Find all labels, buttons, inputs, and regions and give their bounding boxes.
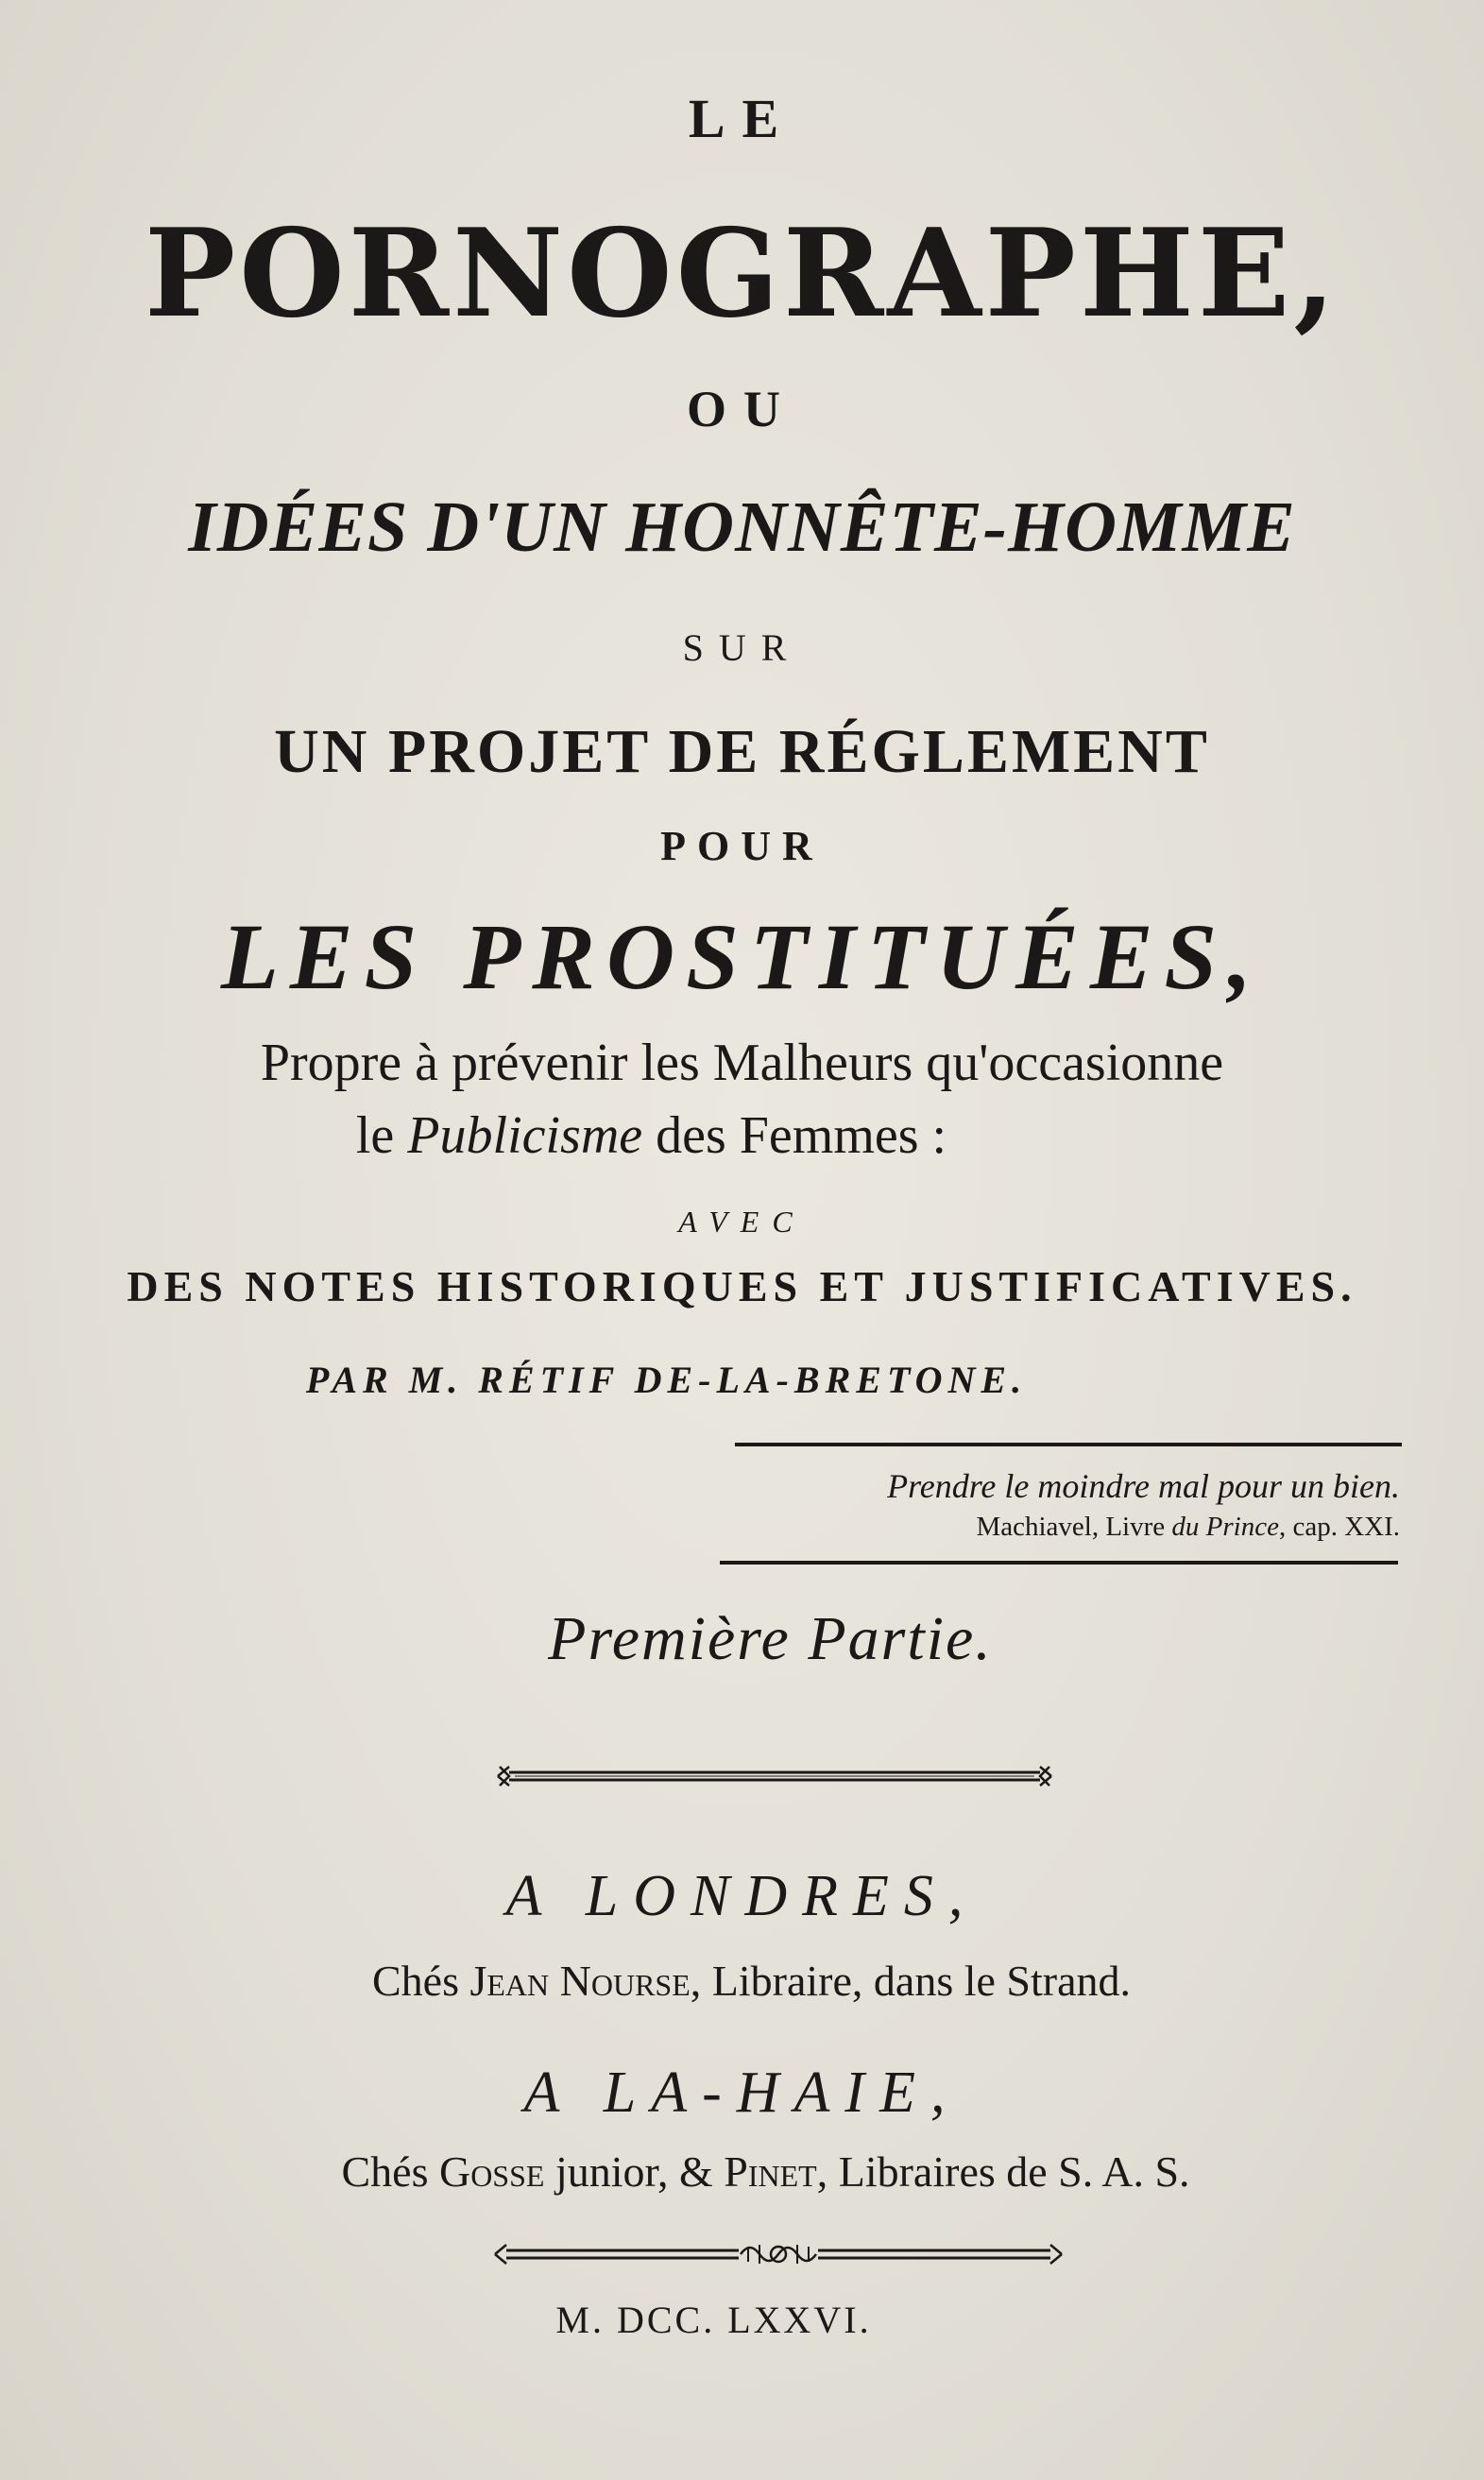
- notes-line: DES NOTES HISTORIQUES ET JUSTIFICATIVES.: [127, 1262, 1357, 1310]
- description-text: le: [355, 1106, 408, 1165]
- imprint-text: Chés: [341, 2147, 439, 2196]
- printer-name: Jean Nourse: [469, 1957, 691, 2005]
- part-label: Première Partie.: [548, 1604, 993, 1673]
- printer-name: Pinet: [724, 2147, 817, 2196]
- subtitle-prostituees: LES PROSTITUÉES,: [220, 904, 1264, 1009]
- description-line-1: Propre à prévenir les Malheurs qu'occasionne: [260, 1034, 1224, 1092]
- epigraph-source-text: Machiavel, Livre: [976, 1512, 1172, 1542]
- imprint-text: junior, &: [544, 2147, 725, 2196]
- description-emphasis: Publicisme: [407, 1106, 643, 1165]
- imprint-text: , Libraires de S. A. S.: [816, 2147, 1190, 2196]
- main-title: PORNOGRAPHE,: [145, 203, 1339, 345]
- imprint-printer-london: [9, 1956, 1484, 2006]
- epigraph-source-text: , cap. XXI.: [1278, 1512, 1400, 1542]
- author-line: PAR M. RÉTIF DE-LA-BRETONE.: [305, 1359, 1028, 1401]
- epigraph-rule-bottom: [720, 1561, 1398, 1565]
- description-text: des Femmes :: [642, 1106, 947, 1165]
- epigraph-source: [718, 1512, 1400, 1543]
- ornament-rule-icon: [496, 1759, 1053, 1793]
- description-line-2: [0, 1105, 1393, 1166]
- imprint-printer-la-haie: [24, 2146, 1484, 2197]
- epigraph-rule-top: [735, 1443, 1402, 1446]
- ornament-rule-fleuron-icon: [493, 2235, 1064, 2273]
- subtitle-pour: POUR: [660, 823, 824, 869]
- imprint-city-la-haie: A LA-HAIE,: [523, 2061, 961, 2125]
- imprint-date: M. DCC. LXXVI.: [555, 2299, 872, 2341]
- subtitle-preposition: SUR: [682, 626, 802, 669]
- title-article: LE: [688, 88, 796, 149]
- epigraph-source-emphasis: du Prince: [1171, 1512, 1279, 1542]
- epigraph-quote: Prendre le moindre mal pour un bien.: [887, 1467, 1400, 1505]
- subtitle-projet: UN PROJET DE RÉGLEMENT: [274, 717, 1210, 786]
- avec-label: AVEC: [678, 1205, 806, 1239]
- title-conjunction: OU: [687, 381, 797, 437]
- imprint-city-london: A LONDRES,: [505, 1864, 979, 1928]
- imprint-text: Chés: [371, 1957, 470, 2005]
- printer-name: Gosse: [438, 2147, 545, 2196]
- subtitle: IDÉES D'UN HONNÊTE-HOMME: [188, 487, 1296, 567]
- imprint-text: , Libraire, dans le Strand.: [690, 1957, 1132, 2005]
